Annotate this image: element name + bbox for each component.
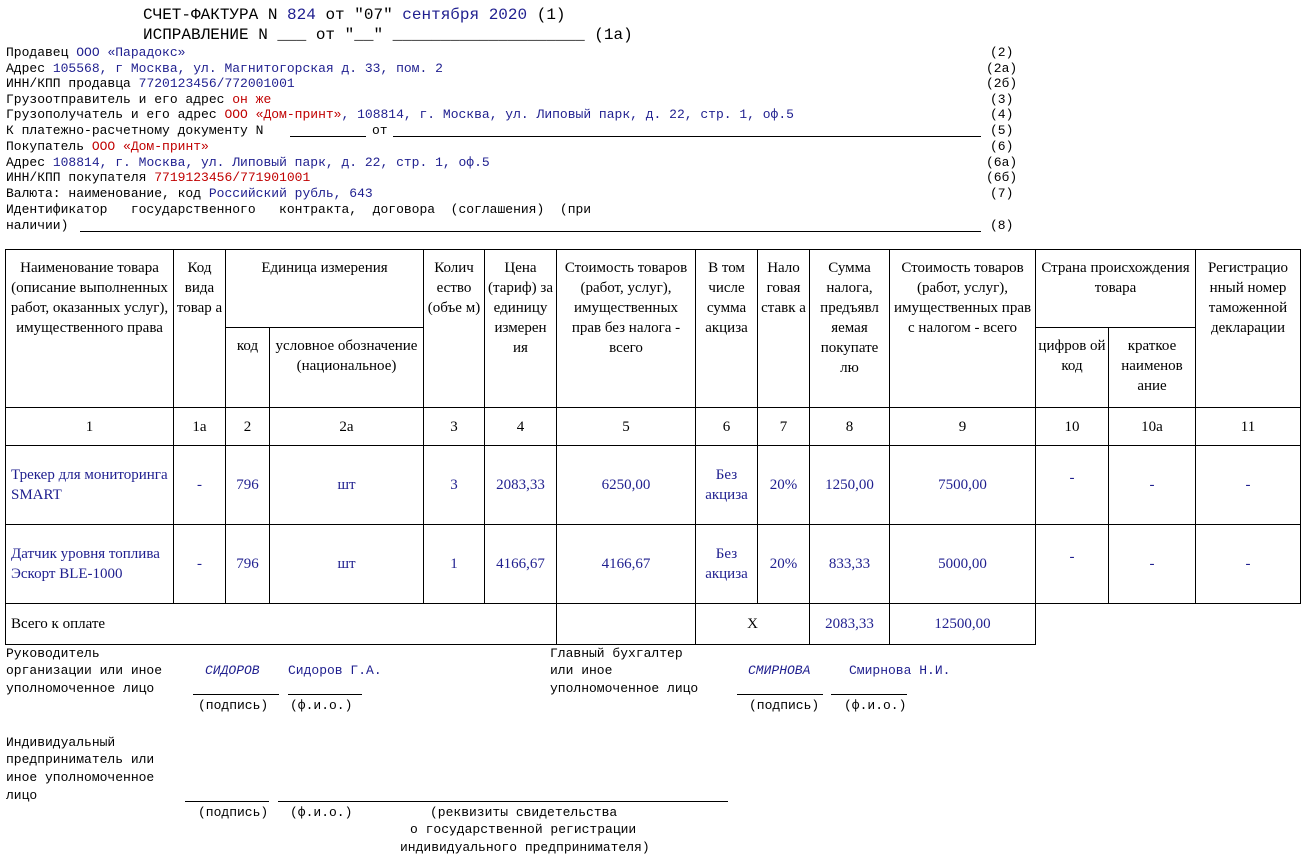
ref-7: (7) — [990, 186, 1014, 201]
item-name: Трекер для мониторинга SMART — [6, 446, 174, 525]
col-number: 10 — [1036, 408, 1109, 446]
item-cost: 6250,00 — [557, 446, 696, 525]
item-qty: 3 — [424, 446, 485, 525]
item-price: 4166,67 — [485, 525, 557, 604]
item-unit-code: 796 — [226, 446, 270, 525]
from-word: от — [325, 6, 345, 24]
fio-caption: (ф.и.о.) — [290, 698, 353, 713]
accountant-label: уполномоченное лицо — [550, 681, 699, 696]
col-number: 1 — [6, 408, 174, 446]
reg-caption: индивидуального предпринимателя) — [400, 840, 650, 855]
ref-2b: (2б) — [986, 76, 1018, 91]
fio-caption: (ф.и.о.) — [290, 805, 353, 820]
item-excise: Без акциза — [696, 525, 758, 604]
item-rate: 20% — [758, 446, 810, 525]
item-total: 5000,00 — [890, 525, 1036, 604]
field-currency: Валюта: наименование, код Российский рубль, 643 — [6, 186, 373, 201]
item-unit: шт — [270, 446, 424, 525]
table-row — [6, 525, 1301, 604]
col-number: 2 — [226, 408, 270, 446]
field-consignee: Грузополучатель и его адрес ООО «Дом-принт», 108814, г. Москва, ул. Липовый парк, д. 22, стр. 1, оф.5 — [6, 107, 794, 122]
col-number: 6 — [696, 408, 758, 446]
field-buyer-inn: ИНН/КПП покупателя 7719123456/771901001 — [6, 170, 311, 185]
header-row-1 — [6, 250, 1301, 328]
header-country-code: цифров ой код — [1036, 328, 1109, 408]
col-number: 2а — [270, 408, 424, 446]
head-signature: СИДОРОВ — [205, 663, 260, 678]
item-kind: - — [174, 525, 226, 604]
total-x: X — [696, 604, 810, 645]
header-declaration: Регистрацио нный номер таможенной декларации — [1196, 250, 1301, 408]
fio-caption: (ф.и.о.) — [844, 698, 907, 713]
item-qty: 1 — [424, 525, 485, 604]
item-country-name: - — [1109, 525, 1196, 604]
field-shipper: Грузоотправитель и его адрес он же — [6, 92, 272, 107]
header-cost: Стоимость товаров (работ, услуг), имущественных прав без налога - всего — [557, 250, 696, 408]
head-name: Сидоров Г.А. — [288, 663, 382, 678]
header-country: Страна происхождения товара — [1036, 250, 1196, 328]
header-price: Цена (тариф) за единицу измерен ия — [485, 250, 557, 408]
col-number: 4 — [485, 408, 557, 446]
item-kind: - — [174, 446, 226, 525]
ref-2a: (2а) — [986, 61, 1018, 76]
correction-line — [143, 26, 633, 44]
item-rate: 20% — [758, 525, 810, 604]
col-number: 5 — [557, 408, 696, 446]
item-total: 7500,00 — [890, 446, 1036, 525]
col-number: 9 — [890, 408, 1036, 446]
header-kind: Код вида товар а — [174, 250, 226, 408]
invoice-title — [143, 6, 566, 24]
accountant-signature: СМИРНОВА — [748, 663, 811, 678]
sign-caption: (подпись) — [198, 805, 269, 820]
field-seller: Продавец ООО «Парадокс» — [6, 45, 186, 60]
ref-1a: (1а) — [594, 26, 633, 44]
header-total: Стоимость товаров (работ, услуг), имущественных прав с налогом - всего — [890, 250, 1036, 408]
header-country-name: краткое наименов ание — [1109, 328, 1196, 408]
item-country-code: - — [1036, 446, 1109, 525]
col-number: 8 — [810, 408, 890, 446]
payment-doc-from: от — [372, 123, 388, 138]
header-name: Наименование товара (описание выполненных работ, оказанных услуг), имущественного права — [6, 250, 174, 408]
item-declaration: - — [1196, 446, 1301, 525]
item-country-name: - — [1109, 446, 1196, 525]
ref-3: (3) — [990, 92, 1014, 107]
sign-caption: (подпись) — [749, 698, 820, 713]
invoice-day: "07" — [354, 6, 393, 24]
field-payment-doc: К платежно-расчетному документу N — [6, 123, 264, 138]
item-tax: 833,33 — [810, 525, 890, 604]
ip-label: предприниматель или — [6, 752, 155, 767]
header-tax: Сумма налога, предъявл яемая покупате лю — [810, 250, 890, 408]
accountant-name: Смирнова Н.И. — [849, 663, 951, 678]
item-name: Датчик уровня топлива Эскорт BLE-1000 — [6, 525, 174, 604]
ref-2: (2) — [990, 45, 1014, 60]
total-tax: 2083,33 — [810, 604, 890, 645]
title-prefix: СЧЕТ-ФАКТУРА N — [143, 6, 278, 24]
table-row — [6, 446, 1301, 525]
ip-label: иное уполномоченное — [6, 770, 155, 785]
invoice-month-year: сентября 2020 — [402, 6, 528, 24]
item-price: 2083,33 — [485, 446, 557, 525]
col-number: 11 — [1196, 408, 1301, 446]
ip-label: лицо — [6, 788, 38, 803]
ref-6: (6) — [990, 139, 1014, 154]
header-excise: В том числе сумма акциза — [696, 250, 758, 408]
col-number: 10а — [1109, 408, 1196, 446]
head-label: Руководитель — [6, 646, 100, 661]
header-unit: Единица измерения — [226, 250, 424, 328]
header-unit-symbol: условное обозначение (национальное) — [270, 328, 424, 408]
accountant-label: или иное — [550, 663, 613, 678]
field-buyer-address: Адрес 108814, г. Москва, ул. Липовый парк, д. 22, стр. 1, оф.5 — [6, 155, 490, 170]
col-number: 3 — [424, 408, 485, 446]
correction-label: ИСПРАВЛЕНИЕ N ___ от "__" ____________________ — [143, 26, 585, 44]
reg-caption: (реквизиты свидетельства — [430, 805, 618, 820]
ref-5: (5) — [990, 123, 1014, 138]
sign-caption: (подпись) — [198, 698, 269, 713]
item-country-code: - — [1036, 525, 1109, 604]
invoice-table — [5, 249, 1301, 645]
ref-6b: (6б) — [986, 170, 1018, 185]
header-rate: Нало говая ставк а — [758, 250, 810, 408]
head-label: уполномоченное лицо — [6, 681, 155, 696]
reg-caption: о государственной регистрации — [410, 822, 637, 837]
item-unit-code: 796 — [226, 525, 270, 604]
field-seller-inn: ИНН/КПП продавца 7720123456/772001001 — [6, 76, 295, 91]
item-cost: 4166,67 — [557, 525, 696, 604]
header-unit-code: код — [226, 328, 270, 408]
header-qty: Колич ество (объе м) — [424, 250, 485, 408]
col-number: 1а — [174, 408, 226, 446]
ref-8: (8) — [990, 218, 1014, 233]
column-numbers-row — [6, 408, 1301, 446]
ip-label: Индивидуальный — [6, 735, 116, 750]
field-buyer: Покупатель ООО «Дом-принт» — [6, 139, 209, 154]
field-seller-address: Адрес 105568, г Москва, ул. Магнитогорская д. 33, пом. 2 — [6, 61, 443, 76]
item-declaration: - — [1196, 525, 1301, 604]
ref-1: (1) — [536, 6, 566, 24]
item-excise: Без акциза — [696, 446, 758, 525]
item-unit: шт — [270, 525, 424, 604]
contract-line1: Идентификатор государственного контракта, договора (соглашения) (при — [6, 202, 592, 217]
contract-line2: наличии) — [6, 218, 69, 233]
accountant-label: Главный бухгалтер — [550, 646, 683, 661]
item-tax: 1250,00 — [810, 446, 890, 525]
invoice-number: 824 — [287, 6, 316, 24]
head-label: организации или иное — [6, 663, 163, 678]
total-sum: 12500,00 — [890, 604, 1036, 645]
total-row — [6, 604, 1301, 645]
total-label: Всего к оплате — [6, 604, 557, 645]
ref-6a: (6а) — [986, 155, 1018, 170]
ref-4: (4) — [990, 107, 1014, 122]
col-number: 7 — [758, 408, 810, 446]
